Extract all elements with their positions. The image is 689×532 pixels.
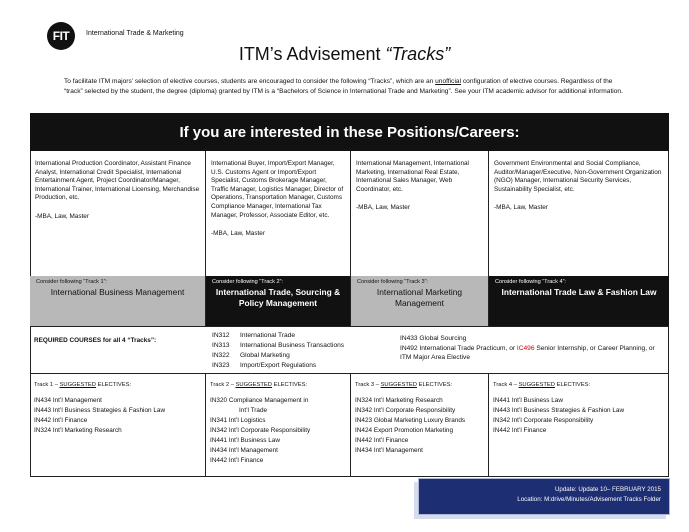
electives-heading: [493, 380, 665, 390]
track-2-cell: [206, 276, 351, 326]
elective-item: IN342 Int’l Corporate Responsibility: [493, 417, 594, 424]
electives-track: Track 1 –: [34, 382, 60, 388]
course-code: IN322: [212, 352, 230, 359]
electives-track: Track 4 –: [493, 382, 519, 388]
title-tracks: “Tracks”: [385, 44, 451, 64]
required-label: REQUIRED COURSES for all 4 “Tracks”:: [34, 337, 157, 344]
elective-item: IN342 Int’l Corporate Responsibility: [210, 427, 311, 434]
required-courses-row: [30, 326, 669, 374]
careers-col-3: [351, 151, 489, 276]
track-name: International Marketing Management: [376, 287, 463, 308]
careers-col-4: [489, 151, 669, 276]
positions-header: If you are interested in these Positions/Careers:: [30, 113, 669, 151]
electives-track: Track 2 –: [210, 382, 236, 388]
track-name: International Trade, Sourcing & Policy Management: [215, 287, 341, 308]
intro-paragraph: [64, 77, 624, 96]
page-title: [0, 44, 689, 65]
elective-item: IN442 Int’l Finance: [493, 427, 547, 434]
electives-suffix: ELECTIVES:: [416, 382, 453, 388]
elective-item: IN441 Int’l Business Law: [493, 397, 563, 404]
electives-track-2: [206, 374, 351, 477]
course-code: IN312: [212, 332, 230, 339]
update-box: [418, 478, 670, 515]
course-name: International Trade: [240, 332, 295, 339]
careers-text: International Management, International Marketing, International Real Estate, International Sales Manager, Web Coordinator, etc.: [356, 160, 469, 193]
track-name: International Business Management: [50, 287, 185, 297]
course-text: IN492 International Trade Practicum, or: [400, 344, 517, 352]
electives-suffix: ELECTIVES:: [271, 382, 308, 388]
required-course: [212, 341, 344, 351]
electives-suggested: SUGGESTED: [235, 382, 272, 388]
careers-degree: -MBA, Law, Master: [35, 212, 89, 220]
intro-unofficial: unofficial: [435, 78, 462, 85]
electives-suffix: ELECTIVES:: [554, 382, 591, 388]
elective-item: IN442 Int’l Finance: [34, 417, 88, 424]
required-list: [212, 331, 344, 371]
electives-suffix: ELECTIVES:: [95, 382, 132, 388]
elective-item: IN423 Global Marketing Luxury Brands: [355, 417, 466, 424]
careers-text: International Production Coordinator, Assistant Finance Analyst, International Credit Specialist, International Entertainment Agent, Project Coordinator/Manager, International Trainer, International Licensing, Merchandise Production, etc.: [35, 160, 200, 202]
required-course: [212, 361, 344, 371]
org-name: International Trade & Marketing: [86, 30, 184, 37]
intro-text-2: configuration of elective courses. Regardless of the “track” selected by the student, the degree (diploma) granted by ITM is a “Bachelors of Science in International Trade and Marketing”. See your ITM academic advisor for additional information.: [64, 78, 623, 95]
careers-degree: -MBA, Law, Master: [211, 230, 265, 238]
elective-item: IN443 Int’l Business Strategies & Fashion Law: [34, 407, 166, 414]
elective-item: IN434 Int’l Management: [355, 447, 423, 454]
careers-text: International Buyer, Import/Export Manager, U.S. Customs Agent or Import/Export Specialist, Customs Brokerage Manager, Traffic Manager, Logistics Manager, Director of Operations, Transportation Manager, Customs Compliance Manager, International Tax Manager, Professor, Associate Editor, etc.: [211, 160, 344, 219]
intro-text-1: To facilitate ITM majors’ selection of elective courses, students are encouraged to consider the following “Tracks”, which are an: [64, 78, 436, 85]
track-1-cell: [30, 276, 206, 326]
update-date: Update: Update 10– FEBRUARY 2015: [554, 486, 661, 493]
elective-item: Int’l Trade: [239, 407, 268, 414]
track-consider: Consider following “Track 4”:: [495, 279, 566, 285]
track-consider: Consider following “Track 1”:: [36, 279, 107, 285]
required-course: [212, 351, 344, 361]
electives-heading: [355, 380, 484, 390]
careers-col-2: [206, 151, 351, 276]
elective-item: IN324 Int’l Marketing Research: [34, 427, 122, 434]
careers-col-1: [30, 151, 206, 276]
electives-track-4: [489, 374, 669, 477]
elective-item: IN443 Int’l Business Strategies & Fashion Law: [493, 407, 625, 414]
electives-suggested: SUGGESTED: [380, 382, 417, 388]
required-right: [400, 334, 664, 363]
electives-track-1: [30, 374, 206, 477]
electives-track-3: [351, 374, 489, 477]
elective-item: IN320 Compliance Management in: [210, 397, 309, 404]
track-4-cell: [489, 276, 669, 326]
track-3-cell: [351, 276, 489, 326]
required-course: [212, 331, 344, 341]
course-name: Global Marketing: [240, 352, 290, 359]
track-consider: Consider following “Track 2”:: [212, 279, 283, 285]
elective-item: IN434 Int’l Management: [210, 447, 278, 454]
electives-suggested: SUGGESTED: [59, 382, 96, 388]
elective-item: IN324 Int’l Marketing Research: [355, 397, 443, 404]
electives-heading: [210, 380, 346, 390]
elective-item: IN342 Int’l Corporate Responsibility: [355, 407, 456, 414]
track-name: International Trade Law & Fashion Law: [501, 287, 657, 297]
required-course: [400, 344, 664, 363]
elective-item: IN434 Int’l Management: [34, 397, 102, 404]
electives-track: Track 3 –: [355, 382, 381, 388]
course-name: Import/Export Regulations: [240, 362, 317, 369]
course-text: Senior Internship, or Career Planning, or ITM Major Area Elective: [400, 344, 655, 361]
required-course: IN433 Global Sourcing: [400, 335, 467, 342]
elective-item: IN424 Export Promotion Marketing: [355, 427, 454, 434]
title-main: ITM’s Advisement: [238, 44, 386, 64]
careers-text: Government Environmental and Social Compliance, Auditor/Manager/Executive, Non-Government Organization (NGO) Manager, International Security Services, Sustainability Specialist, etc.: [494, 160, 662, 193]
course-code-red: IC496: [516, 344, 535, 352]
update-location: Location: M:drive/Minutes/Advisement Tracks Folder: [517, 496, 661, 503]
careers-degree: -MBA, Law, Master: [356, 204, 410, 212]
elective-item: IN441 Int’l Business Law: [210, 437, 280, 444]
careers-degree: -MBA, Law, Master: [494, 204, 548, 212]
elective-item: IN442 Int’l Finance: [355, 437, 409, 444]
course-code: IN323: [212, 362, 230, 369]
elective-item: IN442 Int’l Finance: [210, 457, 264, 464]
electives-suggested: SUGGESTED: [518, 382, 555, 388]
electives-heading: [34, 380, 201, 390]
track-consider: Consider following “Track 3”:: [357, 279, 428, 285]
course-code: IN313: [212, 342, 230, 349]
logo-text: FIT: [52, 29, 70, 43]
course-name: International Business Transactions: [240, 342, 345, 349]
elective-item: IN341 Int’l Logistics: [210, 417, 266, 424]
